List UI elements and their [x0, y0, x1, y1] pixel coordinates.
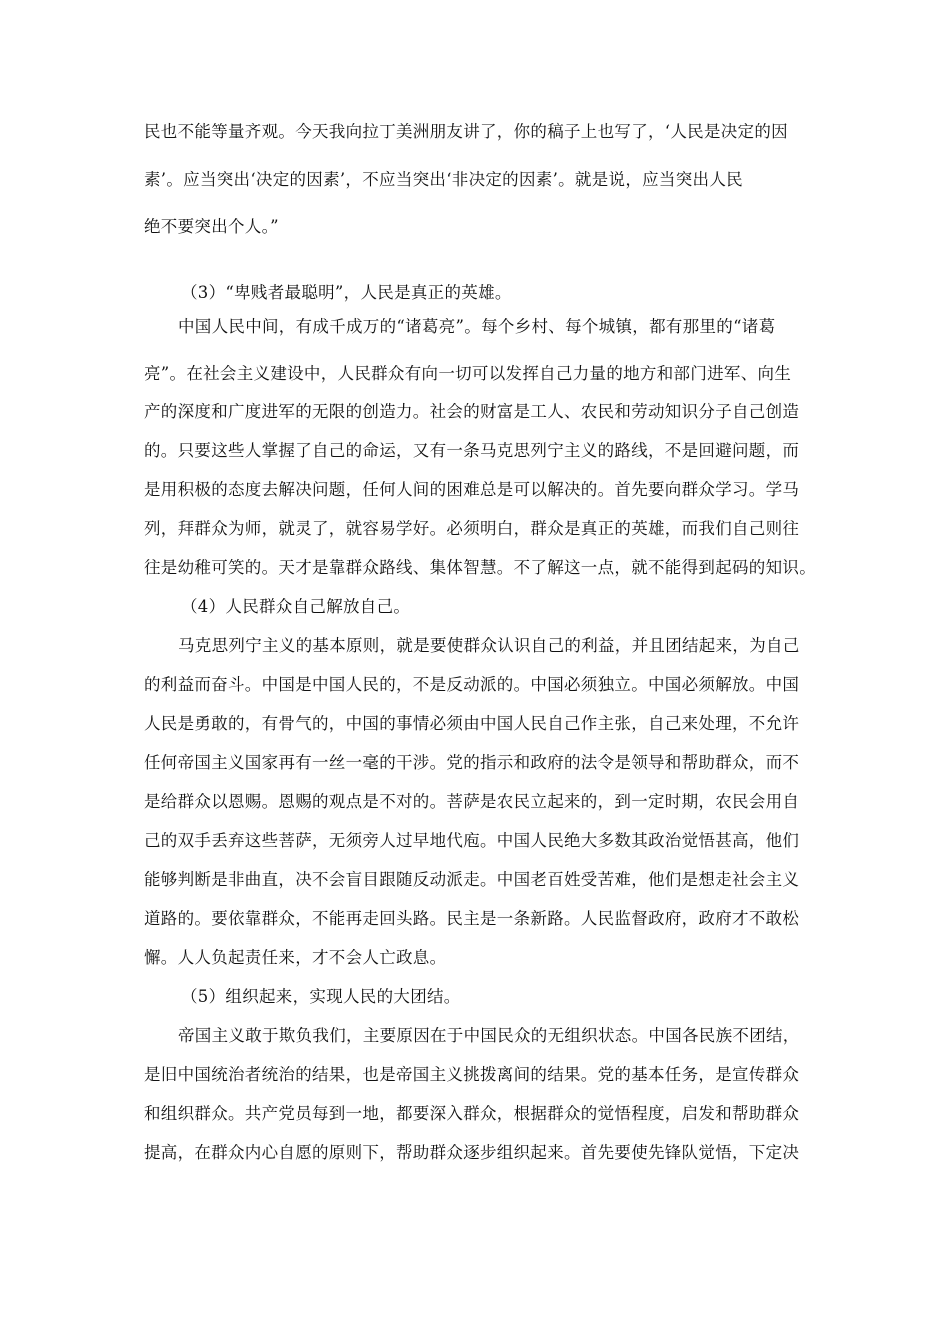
section-heading: （4）人民群众自己解放自己。: [181, 597, 411, 616]
body-text-line: 绝不要突出个人。”: [144, 217, 279, 236]
body-text-line: 亮”。在社会主义建设中，人民群众有向一切可以发挥自己力量的地方和部门进军、向生: [144, 364, 792, 383]
body-text-line: 任何帝国主义国家再有一丝一毫的干涉。党的指示和政府的法令是领导和帮助群众，而不: [144, 753, 800, 772]
body-text-line: 提高，在群众内心自愿的原则下，帮助群众逐步组织起来。首先要使先锋队觉悟，下定决: [144, 1143, 800, 1162]
body-text-line: 马克思列宁主义的基本原则，就是要使群众认识自己的利益，并且团结起来，为自己: [178, 636, 800, 655]
section-heading: （3）“卑贱者最聪明”，人民是真正的英雄。: [181, 283, 512, 302]
body-text-line: 列，拜群众为师，就灵了，就容易学好。必须明白，群众是真正的英雄，而我们自己则往: [144, 519, 800, 538]
body-text-line: 和组织群众。共产党员每到一地，都要深入群众，根据群众的觉悟程度，启发和帮助群众: [144, 1104, 800, 1123]
body-text-line: 是旧中国统治者统治的结果，也是帝国主义挑拨离间的结果。党的基本任务，是宣传群众: [144, 1065, 800, 1084]
body-text-line: 道路的。要依靠群众，不能再走回头路。民主是一条新路。人民监督政府，政府才不敢松: [144, 909, 800, 928]
body-text-line: 民也不能等量齐观。今天我向拉丁美洲朋友讲了，你的稿子上也写了，‘人民是决定的因: [144, 122, 788, 141]
body-text-line: 是给群众以恩赐。恩赐的观点是不对的。菩萨是农民立起来的，到一定时期，农民会用自: [144, 792, 800, 811]
body-text-line: 己的双手丢弃这些菩萨，无须旁人过早地代庖。中国人民绝大多数其政治觉悟甚高，他们: [144, 831, 800, 850]
body-text-line: 懈。人人负起责任来，才不会人亡政息。: [144, 948, 447, 967]
body-text-line: 往是幼稚可笑的。天才是靠群众路线、集体智慧。不了解这一点，就不能得到起码的知识。: [144, 558, 816, 577]
body-text-line: 素’。应当突出‘决定的因素’，不应当突出‘非决定的因素’。就是说，应当突出人民: [144, 170, 743, 189]
body-text-line: 的利益而奋斗。中国是中国人民的，不是反动派的。中国必须独立。中国必须解放。中国: [144, 675, 800, 694]
section-heading: （5）组织起来，实现人民的大团结。: [181, 987, 461, 1006]
body-text-line: 的。只要这些人掌握了自己的命运，又有一条马克思列宁主义的路线，不是回避问题，而: [144, 441, 800, 460]
body-text-line: 帝国主义敢于欺负我们，主要原因在于中国民众的无组织状态。中国各民族不团结，: [178, 1026, 800, 1045]
body-text-line: 中国人民中间，有成千成万的“诸葛亮”。每个乡村、每个城镇，都有那里的“诸葛: [178, 317, 776, 336]
body-text-line: 能够判断是非曲直，决不会盲目跟随反动派走。中国老百姓受苦难，他们是想走社会主义: [144, 870, 800, 889]
body-text-line: 人民是勇敢的，有骨气的，中国的事情必须由中国人民自己作主张，自己来处理，不允许: [144, 714, 800, 733]
body-text-line: 产的深度和广度进军的无限的创造力。社会的财富是工人、农民和劳动知识分子自己创造: [144, 402, 800, 421]
body-text-line: 是用积极的态度去解决问题，任何人间的困难总是可以解决的。首先要向群众学习。学马: [144, 480, 800, 499]
